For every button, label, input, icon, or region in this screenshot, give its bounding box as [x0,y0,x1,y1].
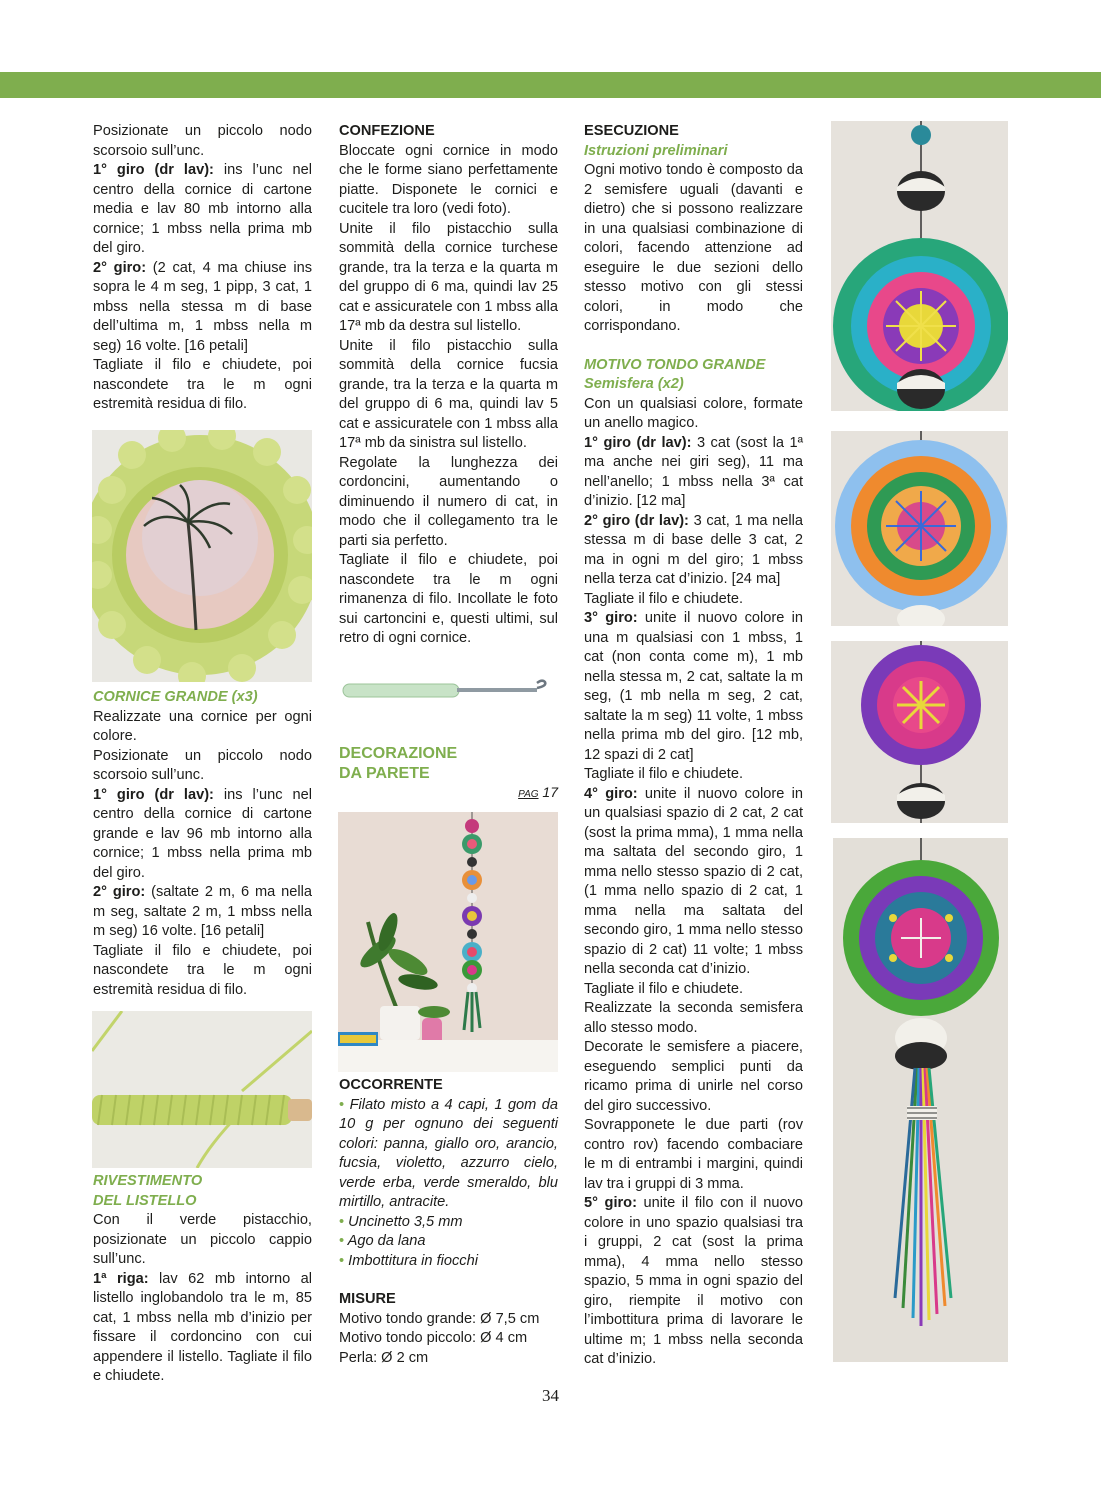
misure-title: MISURE [339,1291,396,1307]
confezione-p1: Bloccate ogni cornice in modo che le forme siano perfettamente piatte. Disponete le cornici e cucitele tra loro (vedi foto). [339,142,558,217]
bar-p1: Con il verde pistacchio, posizionate un piccolo cappio sull’unc. [93,1212,312,1267]
column-1 [93,122,312,415]
deco-title-1: DECORAZIONE [339,745,458,762]
confezione-p2: Unite il filo pistacchio sulla sommità della cornice turchese grande, tra la terza e la quarta m del gruppo di 6 ma, quindi lav 25 cat e assicuratele con 1 mbss alla 17ª mb da destra sul listello. [339,220,559,334]
confezione-p3: Unite il filo pistacchio sulla sommità della cornice fucsia grande, tra la terza e la quarta m del gruppo di 6 ma, quindi lav 5 cat e assicuratele con 1 mbss alla 17ª mb da sinistra sul listello. [339,337,559,451]
large-frame-round-2: 2° giro: (saltate 2 m, 6 ma nella m seg, saltate 2 m, 1 mbss nella m seg) 16 volte. [16 petali] [93,884,312,939]
round-2: 2° giro: (2 cat, 4 ma chiuse ins sopra le 4 m seg, 1 pipp, 3 cat, 1 mbss nella stessa m di base dell’ultima m, 1 mbss nella m seg) 16 volte. [16 petali] [93,259,312,354]
confezione-p4: Regolate la lunghezza dei cordoncini, aumentando o diminuendo il numero di cat, in modo che il collegamento tra le parti sia perfetto. [339,454,558,549]
confezione-p5: Tagliate il filo e chiudete, poi nascondete tra le m ogni rimanenza di filo. Incollate le foto sui cartoncini e, questi ultimi, sul retro di ogni cornice. [339,552,558,646]
column-1-large-frame [93,688,312,1000]
bar-title-1: RIVESTIMENTO [93,1173,203,1189]
second-half: Realizzate la seconda semisfera allo stesso modo. [584,1000,803,1036]
column-2 [339,122,558,649]
materials-item-3: • Ago da lana [339,1233,426,1249]
bar-photo [92,1011,312,1168]
motif-photo-4 [833,838,1008,1362]
cut-1: Tagliate il filo e chiudete. [584,590,744,607]
measure-2: Motivo tondo piccolo: Ø 4 cm [339,1330,528,1346]
motif-photo-1 [831,121,1008,411]
motif-photo-3 [831,641,1008,823]
large-frame-round-1: 1° giro (dr lav): ins l’unc nel centro della cornice di cartone grande e lav 96 mb intorno alla cornice; 1 mbss nella prima mb del giro. [93,786,313,881]
cut-2: Tagliate il filo e chiudete. [584,766,744,782]
column-3 [584,122,803,1370]
materials-item-4: • Imbottitura in fiocchi [339,1252,478,1269]
measure-3: Perla: Ø 2 cm [339,1349,429,1366]
confezione-title: CONFEZIONE [339,123,435,139]
motif-title: MOTIVO TONDO GRANDE [584,356,766,373]
top-green-band [0,72,1101,98]
bar-row-1: 1ª riga: lav 62 mb intorno al listello inglobandolo tra le m, 85 cat, 1 mbss nella mb d’inizio per fissare il cordoncino con cui appendere il listello. Tagliate il filo e chiudete. [93,1270,312,1384]
bar-title-2: DEL LISTELLO [93,1192,197,1209]
deco-block [339,744,558,806]
preliminary-text: Ogni motivo tondo è composto da 2 semisfere uguali (davanti e dietro) che si possono realizzare in una qualsiasi combinazione di colori, facendo attenzione ad eseguire le due sezioni dello stesso motivo con gli stessi colori, in modo che corrispondano. [584,162,803,334]
motif-round-4: 4° giro: unite il nuovo colore in un qualsiasi spazio di 2 cat, 2 cat (sost la prima mma), 1 mma nella ma saltata del secondo giro, 1 mma nello stesso spazio di 2 cat, (1 mma nello spazio di 2 cat, 1 mma nella ma saltata del secondo giro, 1 mma nello stesso spazio di 2 cat) 11 volte; 1 mbss nella seconda cat d’inizio. [584,785,803,977]
deco-title-2: DA PARETE [339,765,430,782]
materials-item-1: • Filato misto a 4 capi, 1 gom da 10 g per ognuno dei seguenti colori: panna, giallo oro, arancio, fucsia, violetto, azzurro cielo, verde erba, verde smeraldo, blu mirtillo, antracite. [339,1096,559,1210]
large-frame-title: CORNICE GRANDE (x3) [93,689,258,705]
occorrente-title: OCCORRENTE [339,1077,443,1093]
large-frame-p1: Realizzate una cornice per ogni colore. [93,708,312,744]
crochet-hook-image [339,670,558,710]
large-frame-p2: Posizionate un piccolo nodo scorsoio sull’unc. [93,747,312,783]
esecuzione-title: ESECUZIONE [584,123,679,139]
measure-1: Motivo tondo grande: Ø 7,5 cm [339,1310,540,1327]
finish-text: Tagliate il filo e chiudete, poi nascondete tra le m ogni estremità residua di filo. [93,357,312,412]
motif-round-3: 3° giro: unite il nuovo colore in una m qualsiasi con 1 mbss, 1 cat (non conta come m), 1 mb nella stessa m, 2 cat, saltate la m seg, (1 mb nella m seg, 2 cat, saltate la m seg) 11 volte, 1 mbss nella prima mb del giro. [12 mb, 12 spazi di 2 cat] [584,610,803,763]
column-2-lower [339,1076,558,1368]
motif-round-5: 5° giro: unite il filo con il nuovo colore in uno spazio qualsiasi tra i gruppi, 2 cat (sost la prima mma), 4 mma nello stesso spazio, 5 mma in ogni spazio del giro, riempite il motivo con l’imbottitura prima di lavorare le ultime m; 1 mbss nella seconda cat d’inizio. [584,1195,804,1367]
intro-text: Posizionate un piccolo nodo scorsoio sull’unc. [93,123,312,159]
frame-photo [92,430,312,682]
overlap-text: Sovrapponete le due parti (rov contro rov) facendo combaciare le m di entrambi i margini, quindi lav tra i gruppi di 3 mma. [584,1117,803,1192]
wall-decoration-photo [338,812,558,1072]
semisphere-subtitle: Semisfera (x2) [584,376,684,392]
motif-photo-2 [831,431,1008,626]
round-1: 1° giro (dr lav): ins l’unc nel centro della cornice di cartone media e lav 80 mb intorno alla cornice; 1 mbss nella prima mb del giro. [93,162,313,256]
motif-round-2: 2° giro (dr lav): 3 cat, 1 ma nella stessa m di base delle 3 cat, 2 ma in ogni m del giro; 1 mbss nella terza cat d’inizio. [24 ma] [584,512,804,587]
materials-item-2: • Uncinetto 3,5 mm [339,1213,463,1230]
cut-3: Tagliate il filo e chiudete. [584,980,744,997]
column-1-bar [93,1172,312,1387]
preliminary-subtitle: Istruzioni preliminari [584,142,728,159]
large-frame-finish: Tagliate il filo e chiudete, poi nascondete tra le m ogni estremità residua di filo. [93,942,312,998]
decorate-text: Decorate le semisfere a piacere, eseguendo semplici punti da ricamo prima di unirle nel corso del giro successivo. [584,1039,803,1114]
motif-round-1: 1° giro (dr lav): 3 cat (sost la 1ª ma anche nei giri seg), 11 ma nell’anello; 1 mbss nella 3ª cat d’inizio. [12 ma] [584,434,803,509]
semisphere-text: Con un qualsiasi colore, formate un anello magico. [584,395,803,431]
page-number: 34 [542,1386,559,1405]
page-reference: PAG 17 [518,784,558,800]
